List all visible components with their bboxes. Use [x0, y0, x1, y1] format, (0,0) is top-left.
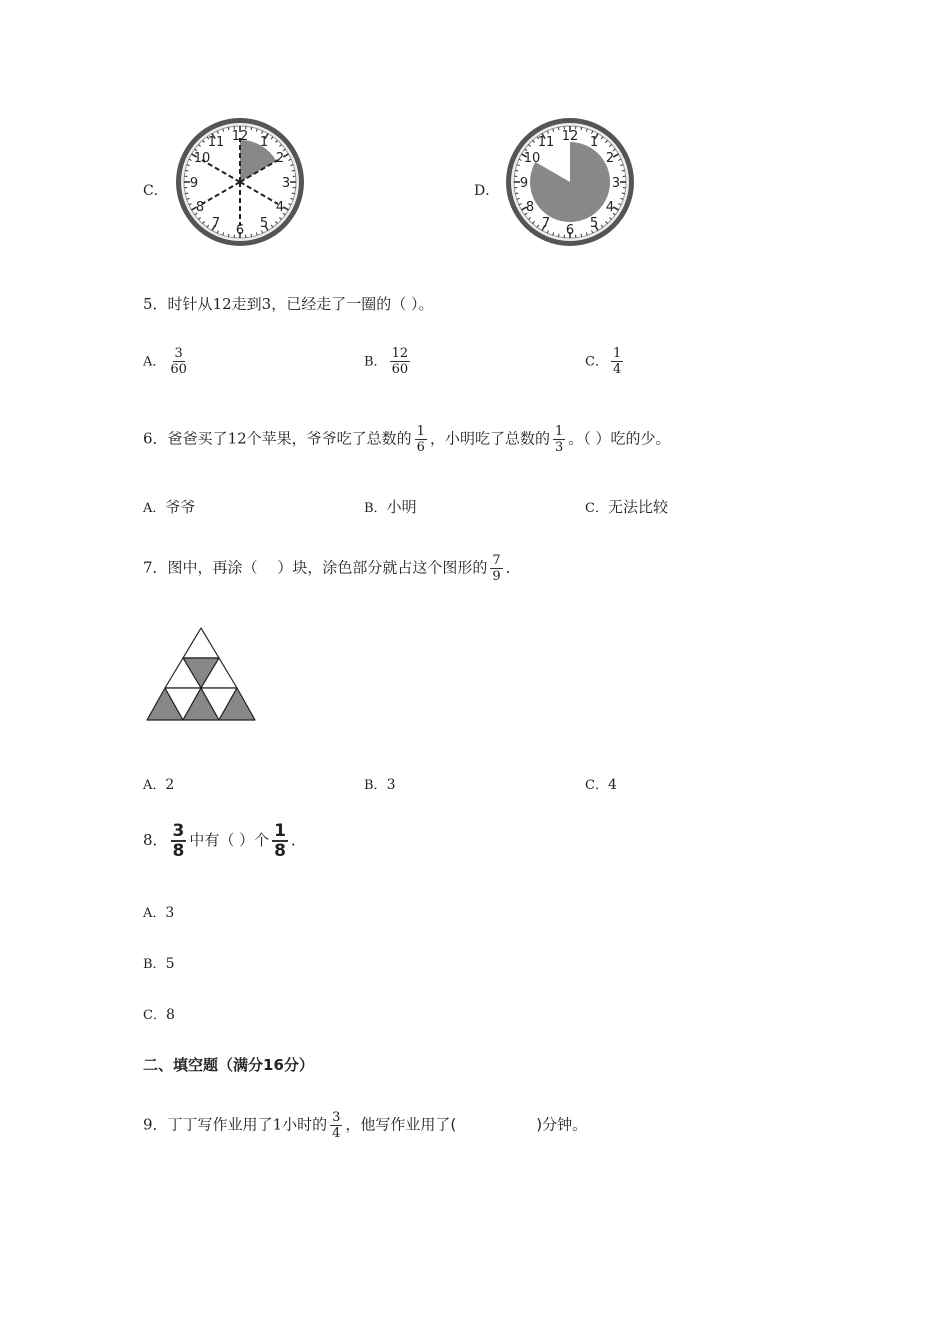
q8-text: 中有（ ）个	[189, 831, 270, 849]
q7-option-b[interactable]	[364, 775, 395, 796]
q7-option-c[interactable]	[585, 775, 617, 796]
clock-number: 3	[611, 176, 621, 191]
q5-value: 12	[212, 295, 232, 313]
denominator: 60	[391, 362, 409, 377]
numerator: 1	[554, 424, 564, 439]
q5-option-a[interactable]	[143, 346, 192, 377]
numerator: 12	[391, 346, 409, 361]
question-number: 6．	[143, 429, 168, 448]
q6-text: 。（ ）吃的少。	[568, 429, 671, 448]
q9-value: 1	[272, 1115, 283, 1134]
q4-option-d-label: D．	[474, 183, 500, 199]
question-number: 9．	[143, 1115, 168, 1134]
numerator: 3	[174, 346, 183, 361]
option-label: C．	[143, 1008, 166, 1023]
q8-text: ．	[291, 831, 307, 849]
q6-text: 爸爸买了	[167, 429, 228, 448]
clock-tick	[622, 193, 625, 194]
section-title	[143, 1055, 314, 1075]
q6-option-b[interactable]	[364, 497, 417, 519]
fraction	[272, 822, 288, 860]
fraction	[330, 1110, 342, 1141]
clock-number: 12	[561, 129, 579, 144]
denominator: 4	[332, 1126, 341, 1141]
clock-tick	[558, 127, 559, 130]
clock-tick	[581, 127, 582, 130]
numerator: 3	[332, 1110, 341, 1125]
option-label: B．	[364, 501, 387, 516]
clock-number: 10	[523, 151, 541, 166]
q5-option-c[interactable]	[585, 346, 626, 377]
clock-tick	[292, 170, 295, 171]
question-number: 5．	[143, 295, 168, 313]
option-label: B．	[143, 957, 166, 972]
fraction	[168, 346, 189, 377]
q5-text: ，已经走了一圈的（ ）。	[271, 295, 434, 313]
question-5	[143, 294, 434, 314]
section-score: 16	[263, 1056, 284, 1074]
denominator: 4	[612, 362, 622, 377]
question-number: 8．	[143, 831, 168, 849]
option-text: 4	[607, 777, 617, 793]
q5-option-b[interactable]	[364, 346, 413, 377]
question-number: 7．	[143, 558, 168, 577]
denominator: 60	[170, 362, 187, 377]
clock-number: 6	[565, 223, 575, 238]
denominator: 8	[274, 841, 287, 861]
clock-number: 9	[189, 176, 199, 191]
clock-c	[174, 116, 306, 248]
q5-value: 3	[261, 295, 272, 313]
clock-number: 1	[589, 135, 599, 150]
question-8	[143, 822, 306, 860]
clock-number: 2	[605, 151, 615, 166]
clock-tick	[558, 234, 559, 237]
clock-number: 11	[207, 135, 225, 150]
fraction	[611, 346, 623, 377]
clock-tick	[251, 127, 252, 130]
clock-number: 6	[235, 223, 245, 238]
question-7	[143, 553, 521, 584]
q5-text: 时针从	[167, 295, 213, 313]
option-label: A．	[143, 778, 166, 793]
clock-number: 7	[211, 216, 221, 231]
q8-option-a[interactable]	[143, 903, 174, 924]
option-label: A．	[143, 354, 166, 370]
q6-value: 12	[227, 429, 247, 448]
fraction	[171, 822, 187, 860]
clock-number: 1	[259, 135, 269, 150]
clock-tick	[292, 193, 295, 194]
q6-option-a[interactable]	[143, 497, 195, 519]
clock-tick	[581, 234, 582, 237]
clock-number: 5	[589, 216, 599, 231]
q9-text: ，他写作业用了(	[345, 1115, 457, 1134]
clock-tick	[622, 170, 625, 171]
clock-number: 4	[605, 200, 615, 215]
q7-option-a[interactable]	[143, 775, 174, 796]
clock-tick	[228, 127, 229, 130]
q6-option-c[interactable]	[585, 497, 668, 519]
option-text: 2	[165, 777, 175, 793]
clock-tick	[185, 193, 188, 194]
clock-number: 2	[275, 151, 285, 166]
clock-d	[504, 116, 636, 248]
q7-text: 图中，再涂（ ）块，涂色部分就占这个图形的	[167, 558, 488, 577]
denominator: 3	[554, 440, 564, 455]
option-label: A．	[143, 501, 166, 516]
section-title-text: 二、填空题（满分	[143, 1056, 264, 1074]
numerator: 1	[274, 821, 287, 841]
option-text: 无法比较	[607, 498, 668, 516]
numerator: 7	[492, 553, 501, 568]
triangle-figure	[145, 626, 257, 724]
clock-number: 10	[193, 151, 211, 166]
clock-number: 9	[519, 176, 529, 191]
q9-text: 小时的	[282, 1115, 328, 1134]
option-label: A．	[143, 906, 166, 921]
clock-number: 8	[525, 200, 535, 215]
option-text: 8	[165, 1007, 175, 1023]
clock-number: 12	[231, 129, 249, 144]
numerator: 1	[612, 346, 622, 361]
option-text: 5	[165, 956, 175, 972]
section-title-text: 分）	[283, 1056, 314, 1074]
option-label: C．	[585, 778, 608, 793]
q4-option-c-label: C．	[143, 183, 168, 199]
q5-text: 走到	[231, 295, 262, 313]
q7-text: ．	[505, 558, 521, 577]
clock-number: 8	[195, 200, 205, 215]
fraction	[553, 424, 565, 455]
q6-text: ，小明吃了总数的	[429, 429, 550, 448]
denominator: 6	[416, 440, 425, 455]
triangle-piece	[183, 628, 219, 658]
clock-number: 3	[281, 176, 291, 191]
clock-tick	[228, 234, 229, 237]
option-label: C．	[585, 354, 608, 370]
clock-number: 11	[537, 135, 555, 150]
numerator: 3	[172, 821, 185, 841]
option-text: 小明	[386, 498, 417, 516]
question-6	[143, 424, 671, 455]
clock-number: 4	[275, 200, 285, 215]
option-label: B．	[364, 778, 387, 793]
q9-text: )分钟。	[536, 1115, 588, 1134]
denominator: 9	[492, 569, 501, 584]
q9-text: 丁丁写作业用了	[167, 1115, 273, 1134]
numerator: 1	[416, 424, 425, 439]
clock-number: 7	[541, 216, 551, 231]
option-text: 3	[165, 905, 175, 921]
clock-tick	[515, 193, 518, 194]
fraction	[390, 346, 411, 377]
q6-text: 个苹果，爷爷吃了总数的	[246, 429, 412, 448]
clock-number: 5	[259, 216, 269, 231]
question-9	[143, 1110, 587, 1141]
clock-tick	[185, 170, 188, 171]
q8-option-c[interactable]	[143, 1005, 175, 1026]
option-label: B．	[364, 354, 387, 370]
fraction	[490, 553, 502, 584]
option-text: 3	[386, 777, 396, 793]
fraction	[415, 424, 427, 455]
clock-tick	[515, 170, 518, 171]
clock-tick	[251, 234, 252, 237]
q8-option-b[interactable]	[143, 954, 174, 975]
option-text: 爷爷	[165, 498, 196, 516]
denominator: 8	[172, 841, 185, 861]
option-label: C．	[585, 501, 608, 516]
